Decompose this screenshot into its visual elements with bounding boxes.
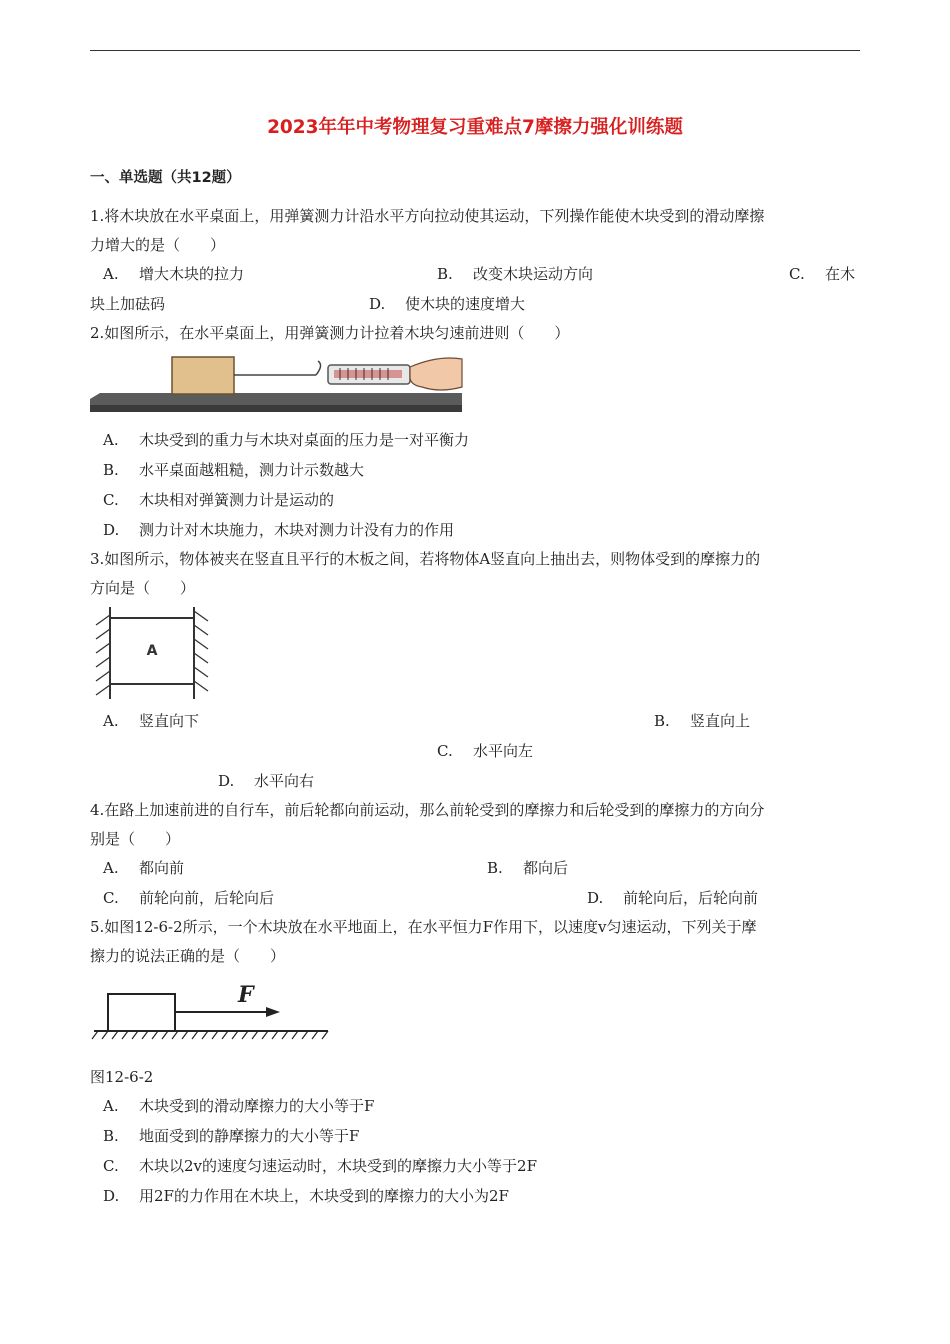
clamped-block-figure bbox=[90, 607, 215, 703]
q3-option-d[interactable]: D. 水平向右 bbox=[218, 772, 315, 790]
block bbox=[108, 994, 175, 1031]
q5-stem-line1: 5.如图12-6-2所示，一个木块放在水平地面上，在水平恒力F作用下，以速度v匀速运动，下列关于摩 bbox=[90, 918, 757, 936]
q5-option-d[interactable]: D. 用2F的力作用在木块上，木块受到的摩擦力的大小为2F bbox=[103, 1187, 509, 1205]
q1-stem-line1: 1.将木块放在水平桌面上，用弹簧测力计沿水平方向拉动使其运动，下列操作能使木块受到的滑动摩擦 bbox=[90, 207, 765, 225]
spring-scale-figure bbox=[90, 347, 465, 413]
q2-option-d[interactable]: D. 测力计对木块施力，木块对测力计没有力的作用 bbox=[103, 521, 455, 539]
q4-option-b[interactable]: B. 都向后 bbox=[487, 859, 569, 877]
wood-block bbox=[172, 357, 234, 394]
q4-stem-line1: 4.在路上加速前进的自行车，前后轮都向前运动，那么前轮受到的摩擦力和后轮受到的摩擦力的方向分 bbox=[90, 801, 765, 819]
q1-option-b[interactable]: B. 改变木块运动方向 bbox=[437, 265, 594, 283]
q5-option-b[interactable]: B. 地面受到的静摩擦力的大小等于F bbox=[103, 1127, 360, 1145]
q2-option-c[interactable]: C. 木块相对弹簧测力计是运动的 bbox=[103, 491, 335, 509]
q5-stem-line2: 擦力的说法正确的是（ ） bbox=[90, 947, 286, 965]
figure-caption: 图12-6-2 bbox=[90, 1068, 154, 1086]
page-title: 2023年年中考物理复习重难点7摩擦力强化训练题 bbox=[267, 117, 683, 138]
q4-option-d[interactable]: D. 前轮向后，后轮向前 bbox=[587, 889, 759, 907]
q2-option-a[interactable]: A. 木块受到的重力与木块对桌面的压力是一对平衡力 bbox=[103, 431, 470, 449]
q5-option-c[interactable]: C. 木块以2v的速度匀速运动时，木块受到的摩擦力大小等于2F bbox=[103, 1157, 537, 1175]
q3-stem-line1: 3.如图所示，物体被夹在竖直且平行的木板之间，若将物体A竖直向上抽出去，则物体受到的摩擦力的 bbox=[90, 550, 761, 568]
force-diagram-figure bbox=[90, 978, 332, 1046]
header-rule bbox=[90, 50, 860, 51]
q2-stem-line1: 2.如图所示，在水平桌面上，用弹簧测力计拉着木块匀速前进则（ ） bbox=[90, 324, 570, 342]
force-label: F bbox=[238, 982, 254, 1008]
q3-option-c[interactable]: C. 水平向左 bbox=[437, 742, 534, 760]
q1-option-c[interactable]: C. 在木 bbox=[789, 265, 856, 283]
q3-option-b[interactable]: B. 竖直向上 bbox=[654, 712, 751, 730]
q1-option-d[interactable]: D. 使木块的速度增大 bbox=[369, 295, 526, 313]
q5-option-a[interactable]: A. 木块受到的滑动摩擦力的大小等于F bbox=[103, 1097, 375, 1115]
hand bbox=[410, 358, 462, 390]
q3-stem-line2: 方向是（ ） bbox=[90, 579, 196, 597]
q4-stem-line2: 别是（ ） bbox=[90, 830, 181, 848]
q1-option-a[interactable]: A. 增大木块的拉力 bbox=[103, 265, 245, 283]
q2-option-b[interactable]: B. 水平桌面越粗糙，测力计示数越大 bbox=[103, 461, 365, 479]
q1-stem-line2: 力增大的是（ ） bbox=[90, 236, 226, 254]
block-a-label: A bbox=[146, 643, 158, 659]
q1-option-c-continued: 块上加砝码 bbox=[90, 295, 166, 313]
force-arrow bbox=[266, 1007, 280, 1017]
section-heading: 一、单选题（共12题） bbox=[90, 170, 241, 186]
q3-option-a[interactable]: A. 竖直向下 bbox=[103, 712, 200, 730]
q4-option-c[interactable]: C. 前轮向前，后轮向后 bbox=[103, 889, 275, 907]
q4-option-a[interactable]: A. 都向前 bbox=[103, 859, 185, 877]
